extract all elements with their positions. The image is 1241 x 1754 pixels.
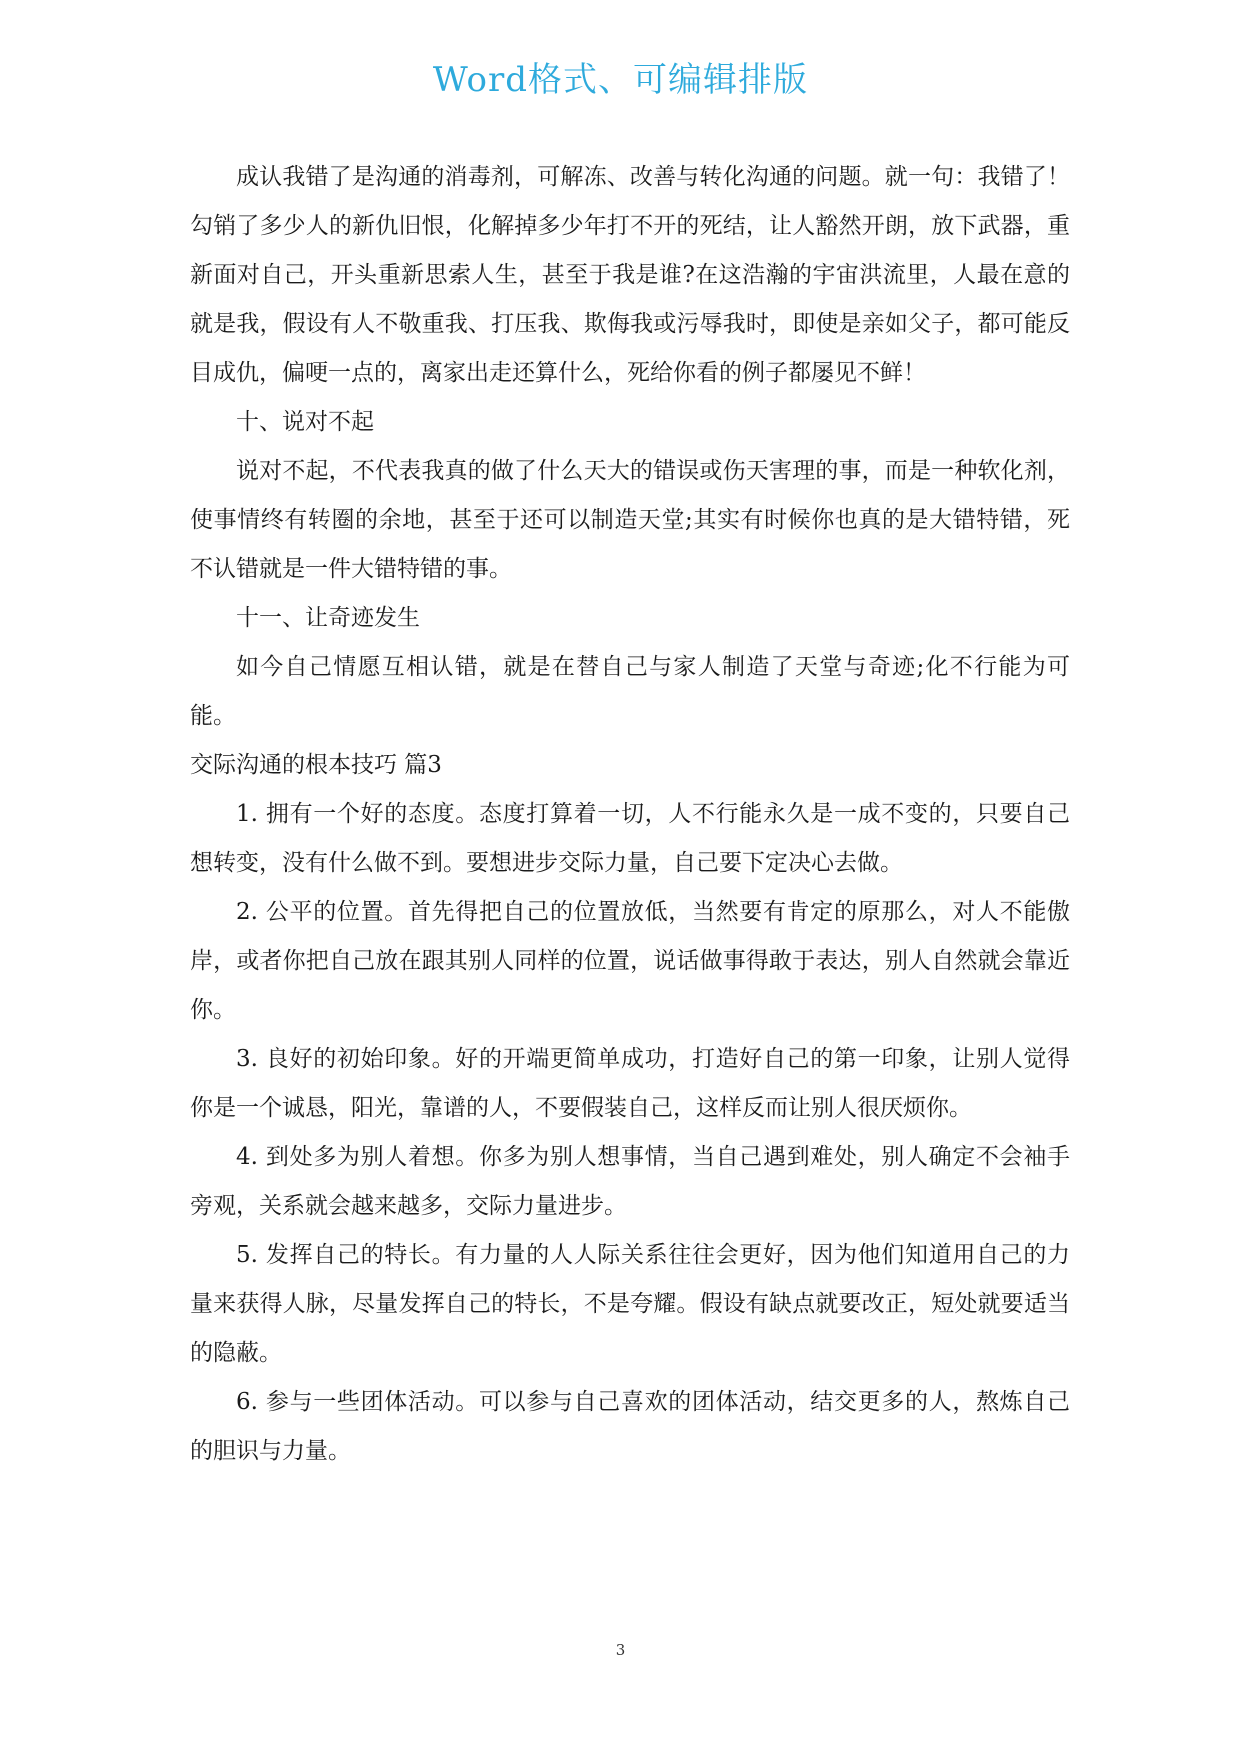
paragraph-admit-mistake: 成认我错了是沟通的消毒剂，可解冻、改善与转化沟通的问题。就一句：我错了！勾销了多少人的新仇旧恨，化解掉多少年打不开的死结，让人豁然开朗，放下武器，重新面对自己，开头重新思索人生，甚至于我是谁?在这浩瀚的宇宙洪流里，人最在意的就是我，假设有人不敬重我、打压我、欺侮我或污辱我时，即使是亲如父子，都可能反目成仇，偏哽一点的，离家出走还算什么，死给你看的例子都屡见不鲜！ [190, 164, 1070, 386]
list-item-4: 4. 到处多为别人着想。你多为别人想事情，当自己遇到难处，别人确定不会袖手旁观，关系就会越来越多，交际力量进步。 [190, 1144, 1070, 1219]
document-body [190, 153, 1070, 1476]
paragraph-say-sorry: 说对不起，不代表我真的做了什么天大的错误或伤天害理的事，而是一种软化剂，使事情终有转圈的余地，甚至于还可以制造天堂;其实有时候你也真的是大错特错，死不认错就是一件大错特错的事。 [190, 458, 1070, 582]
list-item-2: 2. 公平的位置。首先得把自己的位置放低，当然要有肯定的原那么，对人不能傲岸，或者你把自己放在跟其别人同样的位置，说话做事得敢于表达，别人自然就会靠近你。 [190, 899, 1070, 1023]
paragraph-miracle: 如今自己情愿互相认错，就是在替自己与家人制造了天堂与奇迹;化不行能为可能。 [190, 654, 1070, 729]
list-item-3: 3. 良好的初始印象。好的开端更简单成功，打造好自己的第一印象，让别人觉得你是一个诚恳，阳光，靠谱的人，不要假装自己，这样反而让别人很厌烦你。 [190, 1046, 1070, 1121]
list-item-5: 5. 发挥自己的特长。有力量的人人际关系往往会更好，因为他们知道用自己的力量来获得人脉，尽量发挥自己的特长，不是夸耀。假设有缺点就要改正，短处就要适当的隐蔽。 [190, 1242, 1070, 1366]
list-item-1: 1. 拥有一个好的态度。态度打算着一切，人不行能永久是一成不变的，只要自己想转变，没有什么做不到。要想进步交际力量，自己要下定决心去做。 [190, 801, 1070, 876]
section-heading-10: 十、说对不起 [236, 409, 374, 435]
list-item-6: 6. 参与一些团体活动。可以参与自己喜欢的团体活动，结交更多的人，熬炼自己的胆识与力量。 [190, 1389, 1070, 1464]
article-heading-part-3: 交际沟通的根本技巧 篇3 [190, 752, 442, 778]
page-header-title: Word格式、可编辑排版 [432, 60, 809, 100]
section-heading-11: 十一、让奇迹发生 [236, 605, 420, 631]
page-number: 3 [615, 1641, 626, 1659]
